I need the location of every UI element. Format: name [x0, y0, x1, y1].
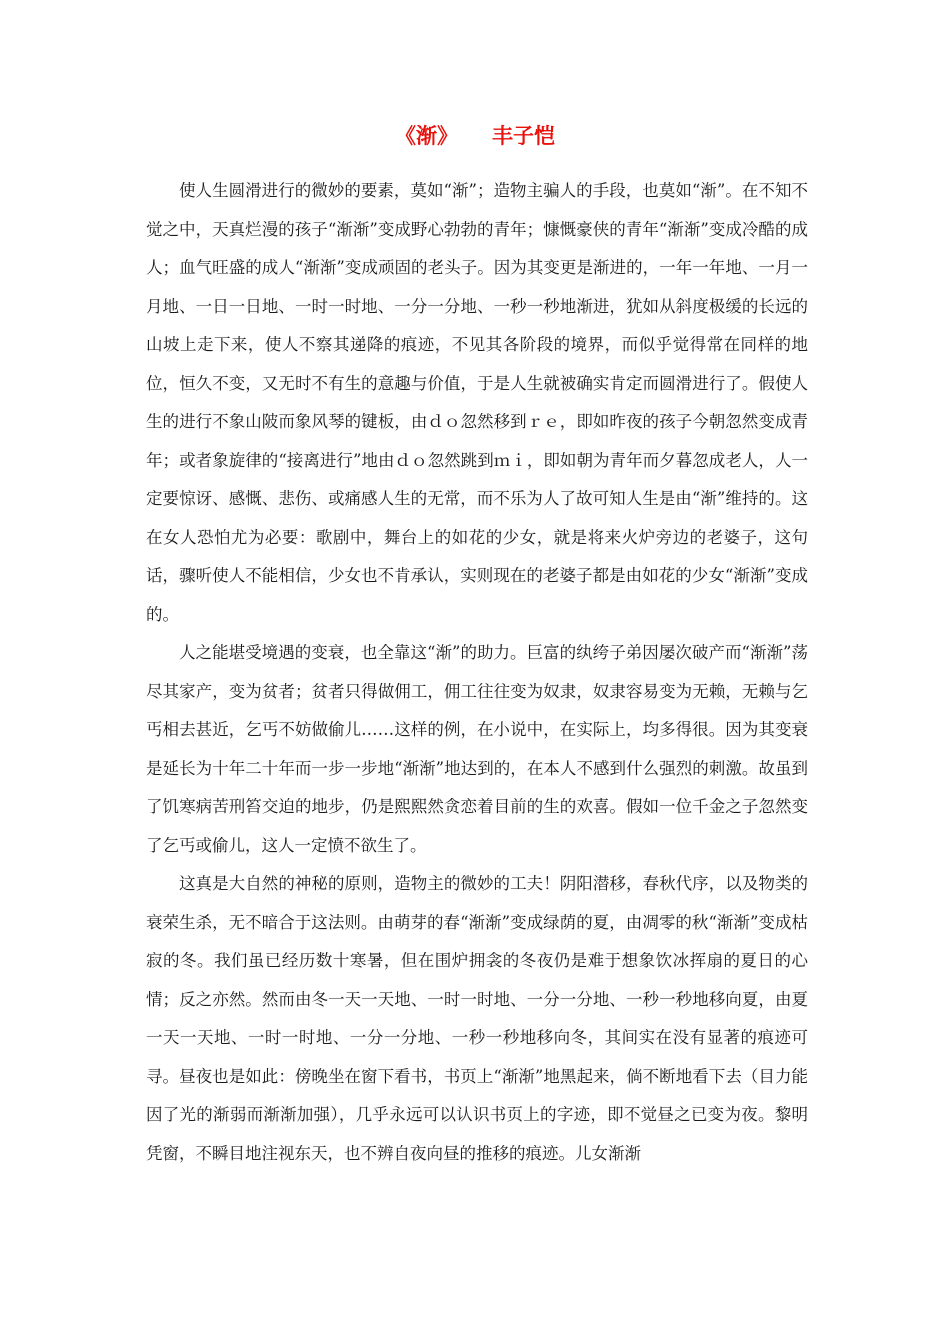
- title-author: 丰子恺: [492, 124, 555, 148]
- paragraph-2: 人之能堪受境遇的变衰，也全靠这“渐”的助力。巨富的纨绔子弟因屡次破产而“渐渐”荡尽其家产，变为贫者；贫者只得做佣工，佣工往往变为奴隶，奴隶容易变为无赖，无赖与乞丐相去甚近，乞丐不妨做偷儿……这样的例，在小说中，在实际上，均多得很。因为其变衰是延长为十年二十年而一步一步地“渐渐”地达到的，在本人不感到什么强烈的刺激。故虽到了饥寒病苦刑笞交迫的地步，仍是熙熙然贪恋着目前的生的欢喜。假如一位千金之子忽然变了乞丐或偷儿，这人一定愤不欲生了。: [146, 643, 808, 855]
- paragraph-3: 这真是大自然的神秘的原则，造物主的微妙的工夫！阴阳潜移，春秋代序，以及物类的衰荣生杀，无不暗合于这法则。由萌芽的春“渐渐”变成绿荫的夏，由凋零的秋“渐渐”变成枯寂的冬。我们虽已经历数十寒暑，但在围炉拥衾的冬夜仍是难于想象饮冰挥扇的夏日的心情；反之亦然。然而由冬一天一天地、一时一时地、一分一分地、一秒一秒地移向夏，由夏一天一天地、一时一时地、一分一分地、一秒一秒地移向冬，其间实在没有显著的痕迹可寻。昼夜也是如此：傍晚坐在窗下看书，书页上“渐渐”地黑起来，倘不断地看下去（目力能因了光的渐弱而渐渐加强），几乎永远可以认识书页上的字迹，即不觉昼之已变为夜。黎明凭窗，不瞬目地注视东天，也不辨自夜向昼的推移的痕迹。儿女渐渐: [146, 874, 808, 1163]
- paragraph-1: 使人生圆滑进行的微妙的要素，莫如“渐”；造物主骗人的手段，也莫如“渐”。在不知不觉之中，天真烂漫的孩子“渐渐”变成野心勃勃的青年；慷慨豪侠的青年“渐渐”变成冷酷的成人；血气旺盛的成人“渐渐”变成顽固的老头子。因为其变更是渐进的，一年一年地、一月一月地、一日一日地、一时一时地、一分一分地、一秒一秒地渐进，犹如从斜度极缓的长远的山坡上走下来，使人不察其递降的痕迹，不见其各阶段的境界，而似乎觉得常在同样的地位，恒久不变，又无时不有生的意趣与价值，于是人生就被确实肯定而圆滑进行了。假使人生的进行不象山陂而象风琴的键板，由ｄｏ忽然移到ｒｅ，即如昨夜的孩子今朝忽然变成青年；或者象旋律的“接离进行”地由ｄｏ忽然跳到ｍｉ，即如朝为青年而夕暮忽成老人，人一定要惊讶、感慨、悲伤、或痛感人生的无常，而不乐为人了故可知人生是由“渐”维持的。这在女人恐怕尤为必要：歌剧中，舞台上的如花的少女，就是将来火炉旁边的老婆子，这句话，骤听使人不能相信，少女也不肯承认，实则现在的老婆子都是由如花的少女“渐渐”变成的。: [146, 181, 808, 624]
- title-work: 《渐》: [395, 124, 458, 148]
- document-body: [146, 172, 808, 1173]
- document-title: [0, 121, 950, 151]
